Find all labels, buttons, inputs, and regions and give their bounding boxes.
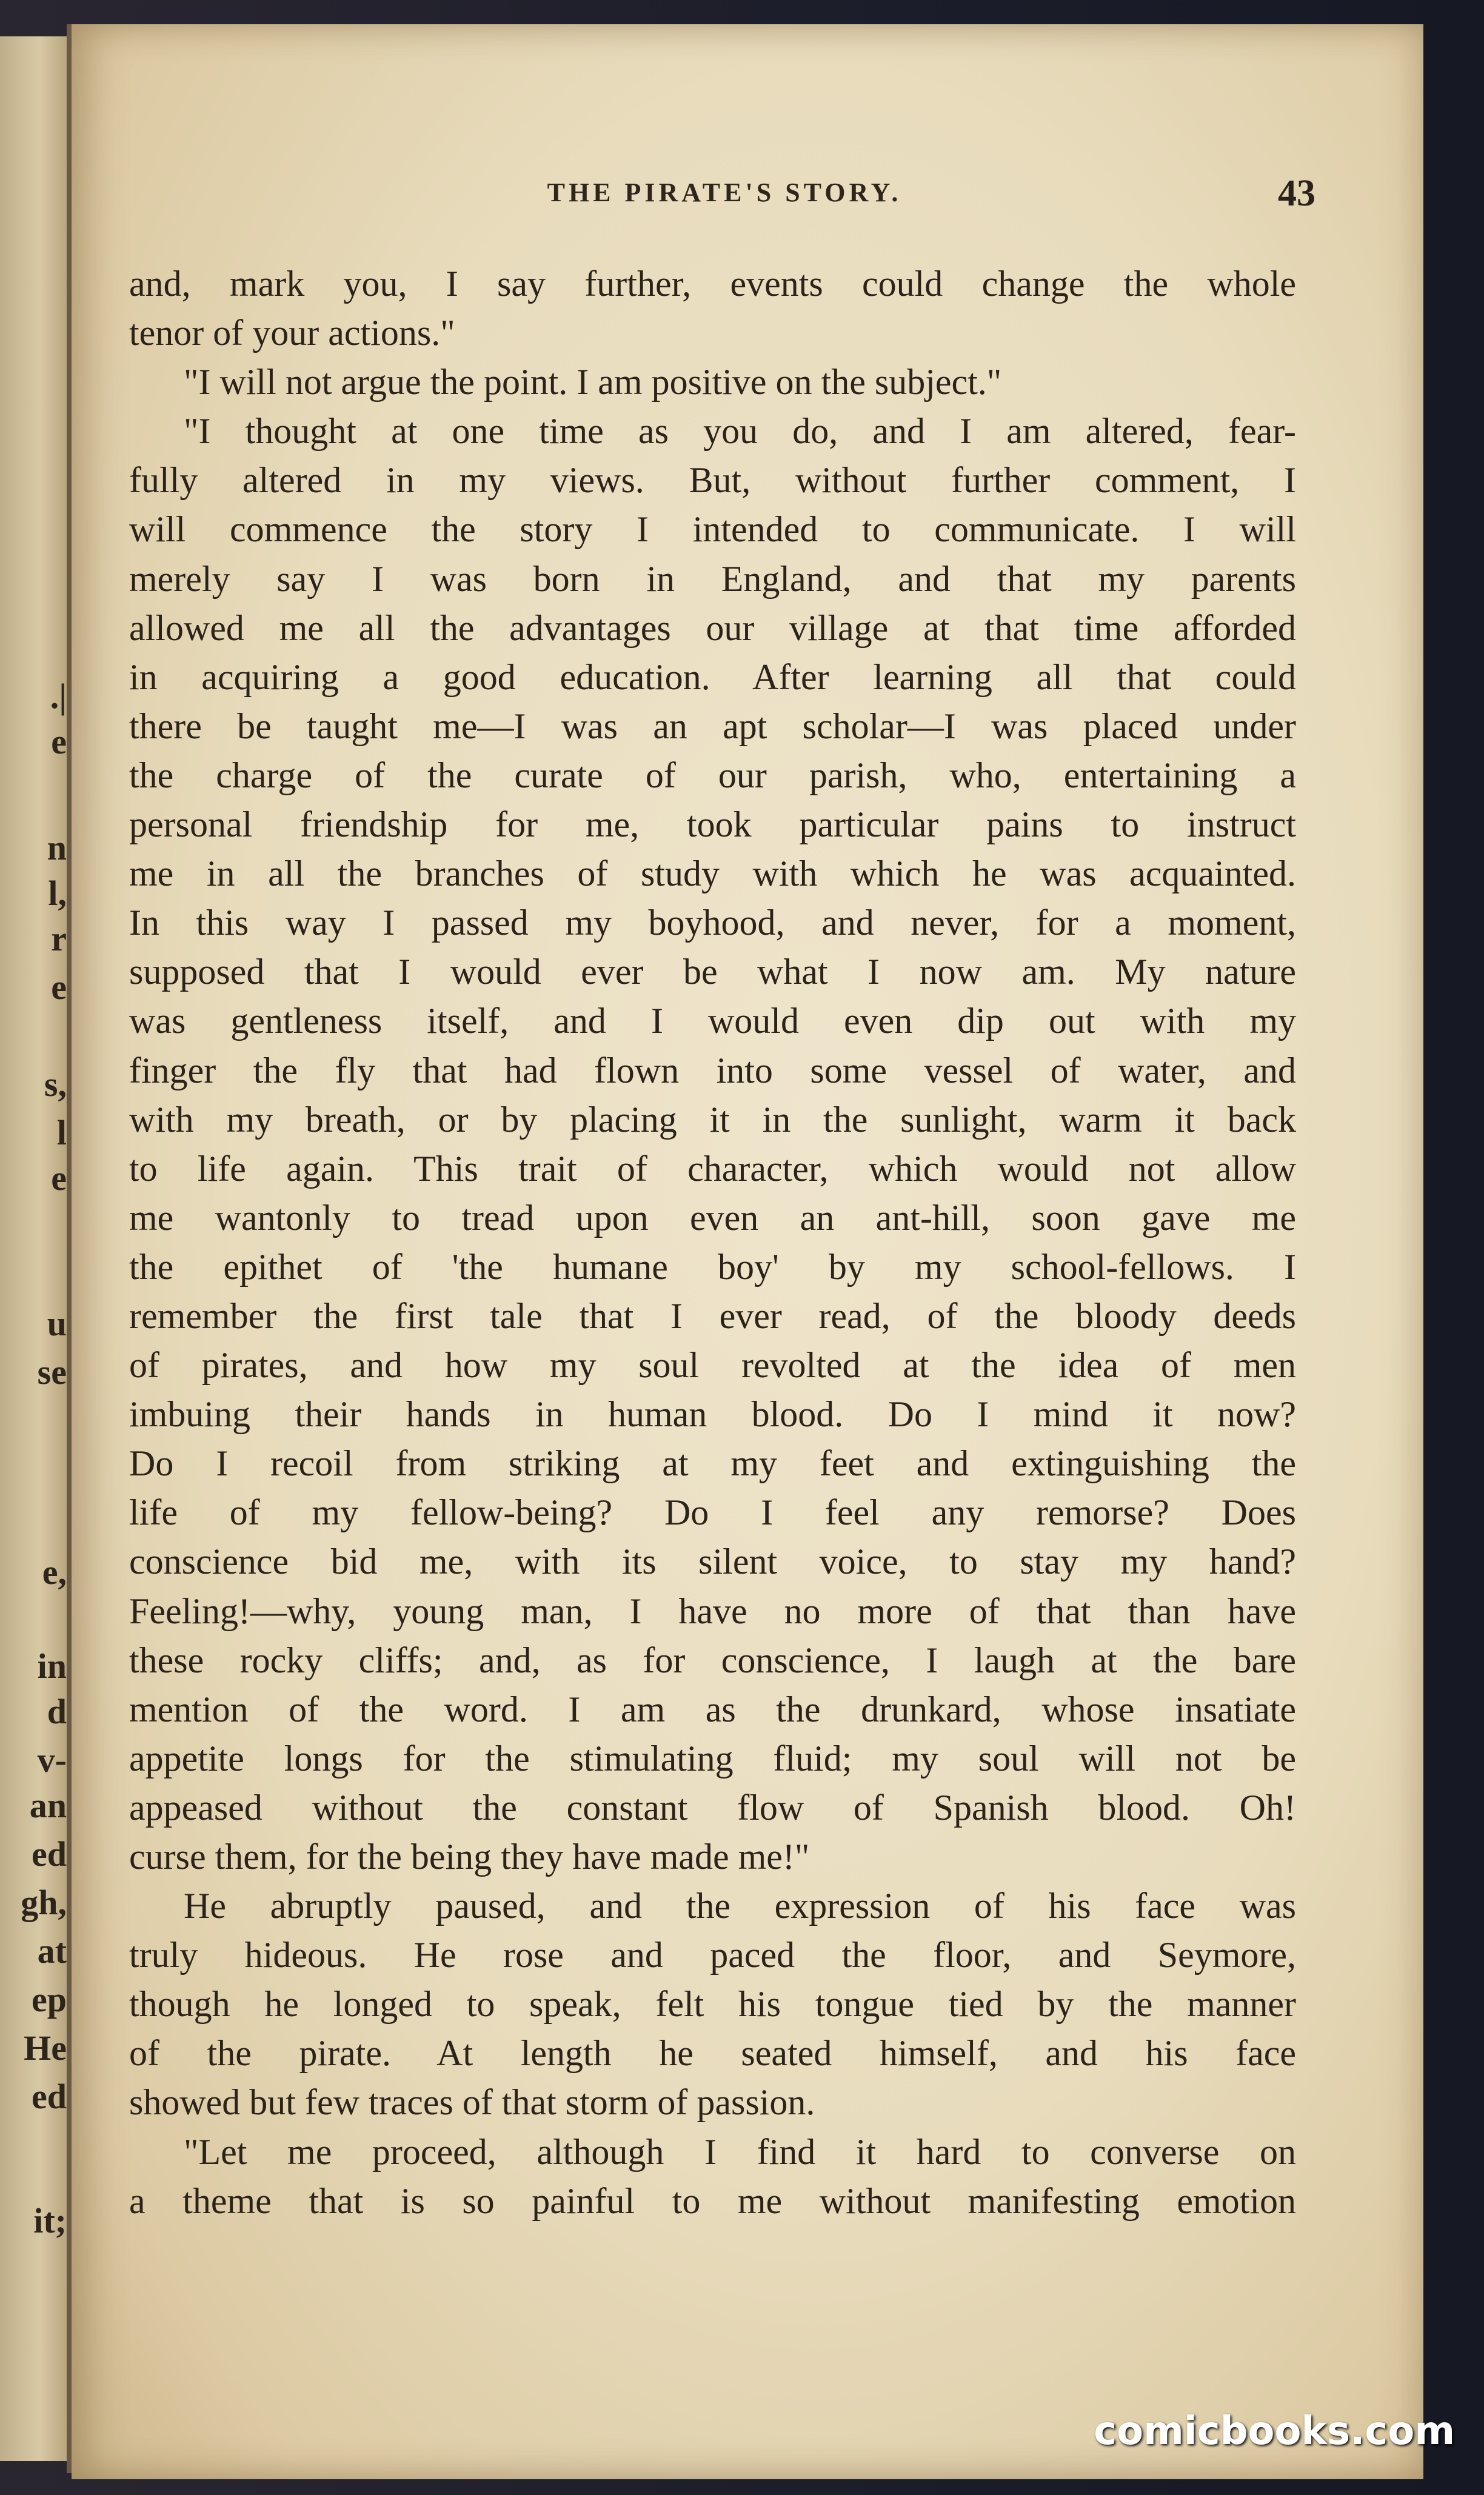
text-line: showed but few traces of that storm of passion. [129,2082,815,2123]
previous-page-fragment: gh, [21,1883,67,1922]
previous-page-fragment: s, [44,1064,67,1104]
previous-page-fragment: v- [37,1740,67,1780]
text-line: supposed that I would ever be what I now am. My nature [129,952,1296,992]
text-line: was gentleness itself, and I would even dip out with my [129,1001,1296,1041]
text-line: fully altered in my views. But, without further comment, I [129,460,1296,501]
text-line: truly hideous. He rose and paced the floor, and Seymore, [129,1935,1296,1976]
previous-page-fragment: r [51,919,67,958]
previous-page-fragment: u [47,1304,67,1343]
previous-page-fragment: ep [32,1980,67,2019]
previous-page-fragment: l [56,1113,67,1152]
previous-page-fragment: He [24,2028,67,2068]
text-line: "I will not argue the point. I am positive on the subject." [184,362,1002,402]
previous-page-fragment: e [51,722,67,761]
text-line: appeased without the constant flow of Spanish blood. Oh! [129,1787,1296,1828]
text-line: merely say I was born in England, and that my parents [129,558,1296,599]
text-line: Feeling!—why, young man, I have no more of that than have [129,1591,1296,1631]
body-text [129,259,1296,2226]
text-line: to life again. This trait of character, which would not allow [129,1148,1296,1189]
text-line: these rocky cliffs; and, as for conscience, I laugh at the bare [129,1640,1296,1680]
text-line: conscience bid me, with its silent voice, to stay my hand? [129,1541,1296,1582]
text-line: though he longed to speak, felt his tongue tied by the manner [129,1984,1296,2025]
text-line: In this way I passed my boyhood, and never, for a moment, [129,903,1296,943]
previous-page-fragment: e [51,967,67,1007]
previous-page-fragment: ed [32,2077,67,2116]
text-line: imbuing their hands in human blood. Do I mind it now? [129,1394,1296,1435]
watermark-logo: comicbooks.com [1094,2409,1455,2454]
text-line: allowed me all the advantages our village at that time afforded [129,607,1296,648]
text-line: will commence the story I intended to communicate. I will [129,509,1296,550]
text-line: Do I recoil from striking at my feet and extinguishing the [129,1443,1296,1484]
text-line: me wantonly to tread upon even an ant-hill, soon gave me [129,1197,1296,1238]
text-line: the charge of the curate of our parish, who, entertaining a [129,755,1296,795]
previous-page-fragment: an [29,1786,67,1825]
previous-page-fragment: it; [33,2201,67,2240]
previous-page-fragment: n [47,828,67,867]
previous-page-fragment: d [47,1692,67,1731]
previous-page-fragment: e, [42,1552,67,1592]
previous-page-fragment: in [37,1646,67,1686]
text-line: me in all the branches of study with which he was acquainted. [129,853,1296,894]
text-line: life of my fellow-being? Do I feel any remorse? Does [129,1492,1296,1533]
text-line: with my breath, or by placing it in the sunlight, warm it back [129,1099,1296,1140]
text-line: there be taught me—I was an apt scholar—I was placed under [129,706,1296,746]
text-line: and, mark you, I say further, events could change the whole [129,264,1296,304]
text-line: "Let me proceed, although I find it hard to converse on [184,2131,1296,2172]
text-line: finger the fly that had flown into some vessel of water, and [129,1050,1296,1091]
text-line: mention of the word. I am as the drunkard, whose insatiate [129,1689,1296,1729]
previous-page-fragment: se [37,1352,67,1392]
text-line: of pirates, and how my soul revolted at the idea of men [129,1345,1296,1386]
page-header [133,173,1315,219]
text-line: tenor of your actions." [129,313,455,353]
text-line: remember the first tale that I ever read, of the bloody deeds [129,1295,1296,1336]
previous-page-fragment: e [51,1158,67,1198]
text-line: personal friendship for me, took particular pains to instruct [129,804,1296,845]
page-number: 43 [1278,173,1315,214]
previous-page-fragment: at [37,1931,67,1971]
book-gutter [67,24,72,2473]
running-title: THE PIRATE'S STORY. [547,178,902,207]
text-line: curse them, for the being they have made me!" [129,1837,810,1877]
text-line: a theme that is so painful to me without manifesting emotion [129,2180,1296,2221]
previous-page-fragment: ed [32,1834,67,1874]
text-line: appetite longs for the stimulating fluid; my soul will not be [129,1738,1296,1779]
text-line: "I thought at one time as you do, and I am altered, fear- [184,411,1296,452]
text-line: of the pirate. At length he seated himself, and his face [129,2033,1296,2074]
previous-page-fragment: .| [50,676,67,716]
text-line: He abruptly paused, and the expression of his face was [184,1886,1296,1926]
text-line: in acquiring a good education. After learning all that could [129,656,1296,697]
previous-page-fragment: l, [48,873,67,913]
text-line: the epithet of 'the humane boy' by my school-fellows. I [129,1246,1296,1287]
